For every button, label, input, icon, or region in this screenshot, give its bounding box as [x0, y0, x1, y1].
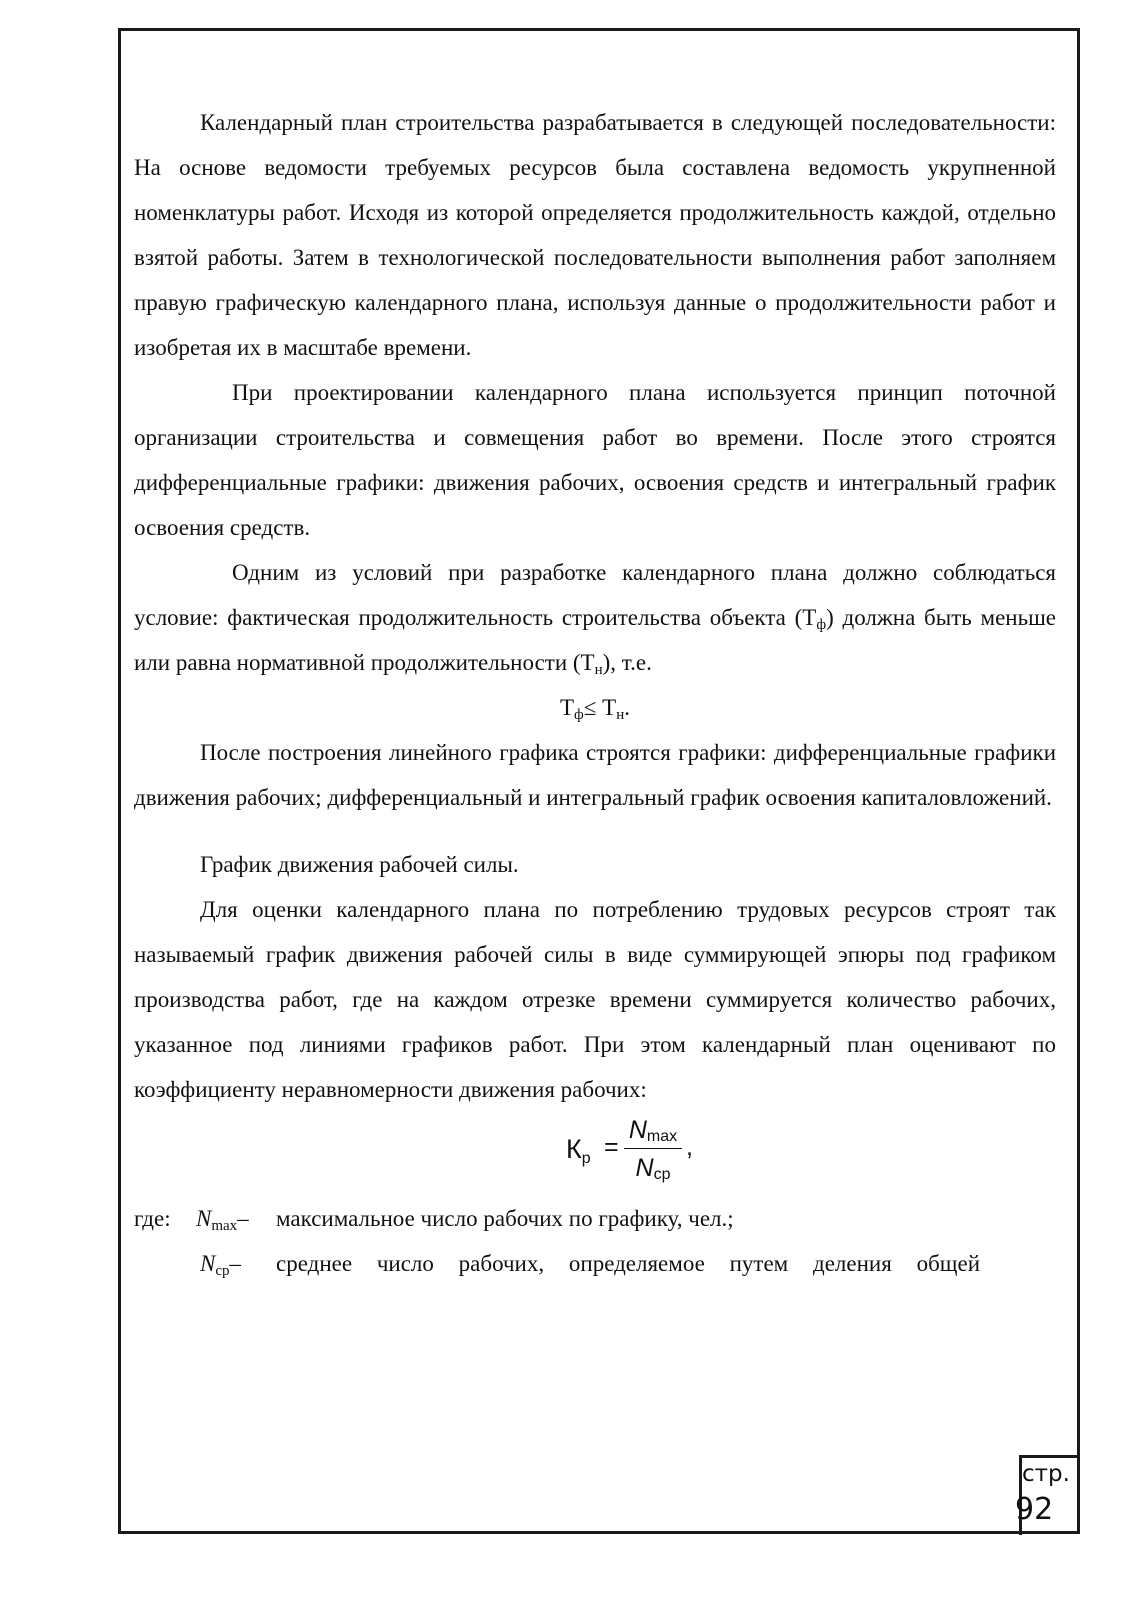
formula-denominator: $N_{ср}$	[635, 1154, 671, 1183]
formula-equals: =	[604, 1133, 619, 1161]
page-label: стр.	[1022, 1461, 1070, 1487]
formula-fraction	[624, 1112, 682, 1187]
definition-symbol: $N_{ср}$ –	[200, 1251, 242, 1279]
paragraph-4: После построения линейного графика строятся графики: дифференциальные графики движения рабочих; дифференциальный и интегральный график освоения капиталовложений.	[134, 740, 1056, 810]
definition-nmax	[134, 1196, 1056, 1241]
definition-lead: где:	[134, 1206, 171, 1231]
inequality-formula: $Т_ф\le Т_н$.	[559, 695, 630, 723]
paragraph-5: Для оценки календарного плана по потреблению трудовых ресурсов строят так называемый график движения рабочей силы в виде суммирующей эпюры под графиком производства работ, где на каждом отрезке времени суммируется количество рабочих, указанное под линиями графиков работ. При этом календарный план оценивают по коэффициенту неравномерности движения рабочих:	[134, 897, 1056, 1102]
paragraph-3: Одним из условий при разработке календарного плана должно соблюдаться условие: фактическая продолжительность строительства объекта $(Т_ф)$ должна быть меньше или равна нормативной продолжительности $(Т_н)$, т.е.	[134, 560, 1057, 678]
document-body	[134, 100, 1056, 1286]
paragraph-2: При проектировании календарного плана используется принцип поточной организации строительства и совмещения работ во времени. После этого строятся дифференциальные графики: движения рабочих, освоения средств и интегральный график освоения средств.	[134, 380, 1056, 540]
formula-comma: ,	[686, 1133, 693, 1161]
formula-numerator: $N_{max}$	[624, 1112, 682, 1149]
page-number: 92	[1015, 1492, 1054, 1527]
definition-ncp	[134, 1241, 1056, 1286]
coefficient-formula	[134, 1112, 1056, 1196]
formula-lhs: $К_р$	[566, 1134, 591, 1167]
definition-symbol: $N_{max}$ –	[196, 1206, 249, 1234]
section-heading: График движения рабочей силы.	[200, 852, 519, 877]
definition-text: максимальное число рабочих по графику, чел.;	[276, 1206, 734, 1231]
definition-text: среднее число рабочих, определяемое путем деления общей	[276, 1251, 980, 1276]
spacer	[134, 820, 1056, 842]
paragraph-1: Календарный план строительства разрабатывается в следующей последовательности: На основе ведомости требуемых ресурсов была составлена ведомость укрупненной номенклатуры работ. Исходя из которой определяется продолжительность каждой, отдельно взятой работы. Затем в технологической последовательности выполнения работ заполняем правую графическую календарного плана, используя данные о продолжительности работ и изобретая их в масштабе времени.	[134, 110, 1056, 360]
page-number-box	[1015, 1455, 1080, 1535]
